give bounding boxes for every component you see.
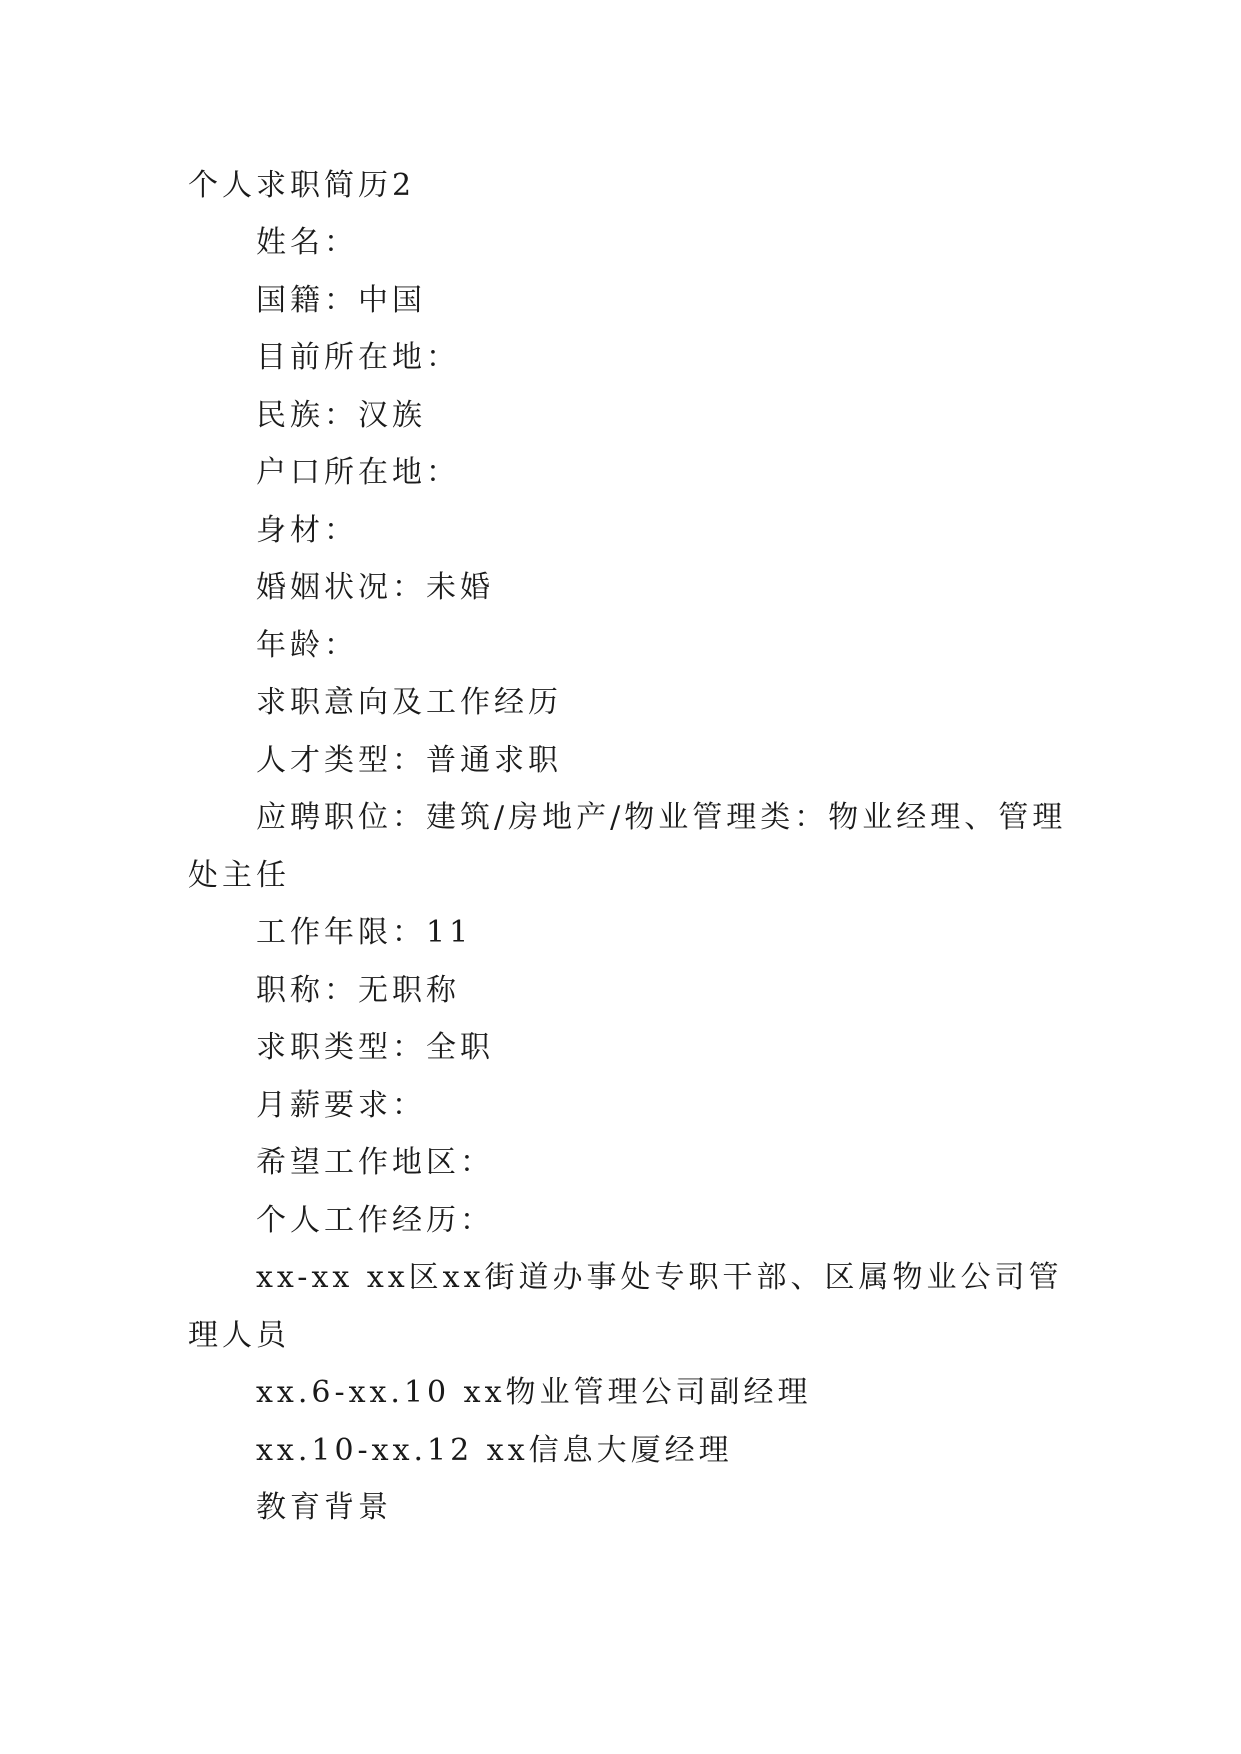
work-history-item-2: xx.6-xx.10 xx物业管理公司副经理 xyxy=(256,1375,812,1410)
field-job-type: 求职类型：全职 xyxy=(256,1030,494,1065)
field-years-of-work: 工作年限：11 xyxy=(256,915,473,950)
field-marital-status: 婚姻状况：未婚 xyxy=(256,570,494,605)
field-professional-title: 职称：无职称 xyxy=(256,973,460,1008)
field-ethnicity: 民族：汉族 xyxy=(256,398,426,433)
field-current-location: 目前所在地： xyxy=(256,340,460,375)
field-applied-position: 应聘职位：建筑/房地产/物业管理类：物业经理、管理 xyxy=(256,800,1067,835)
field-build: 身材： xyxy=(256,513,358,548)
field-household-registration: 户口所在地： xyxy=(256,455,460,490)
field-preferred-region: 希望工作地区： xyxy=(256,1145,494,1180)
section-heading-job-intent: 求职意向及工作经历 xyxy=(256,685,562,720)
field-talent-type: 人才类型：普通求职 xyxy=(256,743,562,778)
field-expected-salary: 月薪要求： xyxy=(256,1088,426,1123)
work-history-item-3: xx.10-xx.12 xx信息大厦经理 xyxy=(256,1433,733,1468)
field-age: 年龄： xyxy=(256,628,358,663)
work-history-item-1-continued: 理人员 xyxy=(188,1318,290,1353)
field-name: 姓名： xyxy=(256,225,358,260)
field-applied-position-continued: 处主任 xyxy=(188,858,290,893)
work-history-item-1: xx-xx xx区xx街道办事处专职干部、区属物业公司管 xyxy=(256,1260,1063,1295)
document-title: 个人求职简历2 xyxy=(188,168,416,203)
section-heading-education: 教育背景 xyxy=(256,1490,392,1525)
field-nationality: 国籍：中国 xyxy=(256,283,426,318)
section-heading-work-history: 个人工作经历： xyxy=(256,1203,494,1238)
